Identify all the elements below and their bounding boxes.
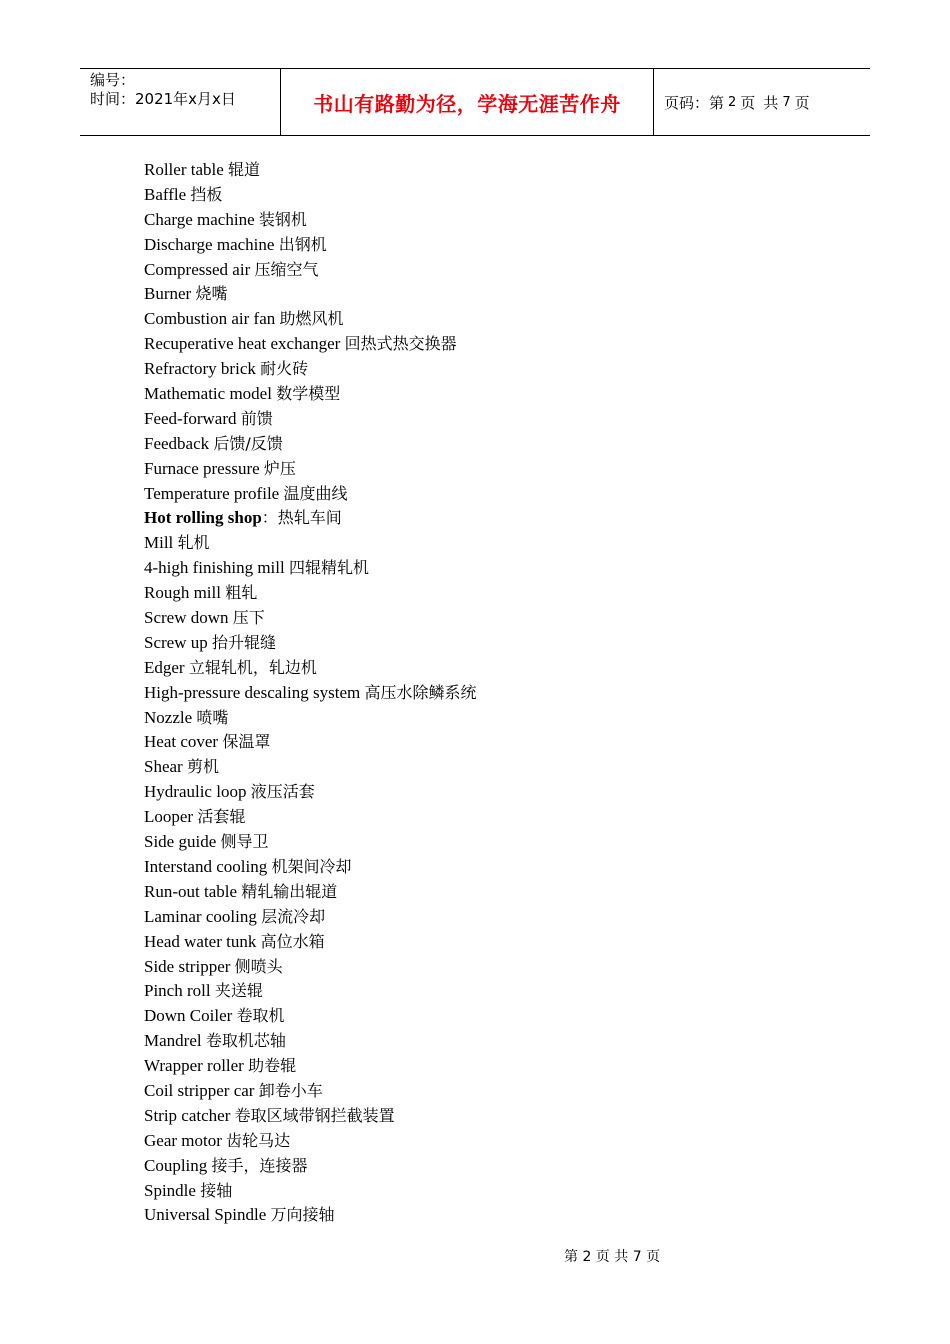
- term-english: Wrapper roller: [144, 1056, 244, 1076]
- term-english: Refractory brick: [144, 359, 256, 379]
- glossary-item: [144, 755, 477, 780]
- page-label: 页码：第: [664, 93, 725, 112]
- term-chinese: 高压水除鳞系统: [364, 682, 477, 702]
- term-english: Burner: [144, 284, 192, 304]
- glossary-item: [144, 805, 477, 830]
- term-chinese: 装钢机: [258, 209, 307, 229]
- term-english: Edger: [144, 657, 185, 677]
- term-english: Mandrel: [144, 1031, 202, 1051]
- glossary-item: [144, 407, 477, 432]
- glossary-item: [144, 432, 477, 457]
- term-chinese: 抬升辊缝: [211, 632, 276, 652]
- glossary-item: [144, 855, 477, 880]
- glossary-item: [144, 905, 477, 930]
- term-chinese: 层流冷却: [261, 906, 326, 926]
- glossary-item: [144, 357, 477, 382]
- term-chinese: 夹送辊: [214, 981, 263, 1001]
- glossary-item: [144, 233, 477, 258]
- term-english: Spindle: [144, 1180, 196, 1200]
- term-chinese: 机架间冷却: [271, 856, 352, 876]
- term-english: Hydraulic loop: [144, 782, 247, 802]
- term-chinese: 高位水箱: [260, 931, 325, 951]
- glossary-item: [144, 780, 477, 805]
- glossary-item: [144, 656, 477, 681]
- code-label: 编号：: [90, 71, 136, 89]
- term-english: Looper: [144, 807, 194, 827]
- term-english: Baffle: [144, 184, 187, 204]
- header-meta: [80, 69, 281, 135]
- term-chinese: 轧机: [177, 533, 210, 553]
- header-motto: [281, 69, 654, 135]
- term-chinese: 粗轧: [225, 583, 258, 603]
- glossary-item: [144, 1104, 477, 1129]
- term-english: Roller table: [144, 160, 224, 179]
- glossary-item: [144, 208, 477, 233]
- term-english: Side stripper: [144, 956, 231, 976]
- term-english: Nozzle: [144, 707, 193, 727]
- glossary-item: [144, 1004, 477, 1029]
- term-english: Interstand cooling: [144, 856, 268, 876]
- glossary-item: [144, 158, 477, 183]
- page-header: [80, 68, 870, 136]
- term-english: Rough mill: [144, 583, 221, 603]
- glossary-item: [144, 1054, 477, 1079]
- term-chinese: 后馈/反馈: [213, 433, 283, 453]
- glossary-item: [144, 1129, 477, 1154]
- term-english: Shear: [144, 757, 183, 777]
- motto-text: 书山有路勤为径，学海无涯苦作舟: [313, 91, 621, 116]
- term-chinese: 接手，连接器: [211, 1155, 308, 1175]
- term-chinese: 剪机: [186, 757, 219, 777]
- term-chinese: 接轴: [200, 1180, 233, 1200]
- term-chinese: 卷取区域带钢拦截装置: [234, 1105, 395, 1125]
- time-label: 时间：2021年x月x日: [90, 90, 236, 108]
- glossary-item: [144, 830, 477, 855]
- term-chinese: 保温罩: [222, 732, 271, 752]
- term-english: Head water tunk: [144, 931, 257, 951]
- glossary-item: [144, 979, 477, 1004]
- page-footer: 第 2 页 共 7 页: [564, 1249, 661, 1265]
- term-english: Strip catcher: [144, 1105, 231, 1125]
- term-chinese: 回热式热交换器: [344, 334, 457, 354]
- glossary-item: [144, 332, 477, 357]
- glossary-item: [144, 556, 477, 581]
- term-english: Furnace pressure: [144, 458, 260, 478]
- term-chinese: 四辊精轧机: [288, 558, 369, 578]
- total-number: 7: [782, 94, 791, 110]
- term-chinese: 压缩空气: [254, 259, 319, 279]
- term-english: Universal Spindle: [144, 1205, 267, 1225]
- glossary-item: [144, 1029, 477, 1054]
- glossary-item: [144, 730, 477, 755]
- glossary-item: [144, 307, 477, 332]
- glossary-item: [144, 581, 477, 606]
- glossary-item: [144, 955, 477, 980]
- term-chinese: 挡板: [190, 184, 223, 204]
- glossary-item: [144, 1079, 477, 1104]
- total-label: 共: [763, 93, 779, 112]
- term-chinese: 活套辊: [197, 807, 246, 827]
- term-english: Down Coiler: [144, 1006, 233, 1026]
- term-chinese: 温度曲线: [283, 483, 348, 503]
- glossary-item: [144, 506, 477, 531]
- header-page-info: [654, 69, 870, 135]
- term-chinese: 侧导卫: [220, 832, 269, 852]
- term-chinese: 齿轮马达: [226, 1130, 291, 1150]
- term-english: Mathematic model: [144, 384, 272, 404]
- glossary-item: [144, 382, 477, 407]
- term-english: Charge machine: [144, 209, 255, 229]
- term-english: Feed-forward: [144, 408, 237, 428]
- term-english: Temperature profile: [144, 483, 280, 503]
- glossary-item: [144, 606, 477, 631]
- term-english: Laminar cooling: [144, 906, 257, 926]
- term-chinese: ：热轧车间: [261, 508, 342, 528]
- term-english: Run-out table: [144, 881, 238, 901]
- term-english: 4-high finishing mill: [144, 558, 285, 578]
- term-english: Side guide: [144, 832, 217, 852]
- term-chinese: 出钢机: [278, 234, 327, 254]
- term-english: Combustion air fan: [144, 309, 276, 329]
- glossary-list: [144, 158, 477, 1228]
- glossary-item: [144, 258, 477, 283]
- glossary-item: [144, 531, 477, 556]
- term-chinese: 精轧输出辊道: [241, 881, 338, 901]
- glossary-item: [144, 1203, 477, 1228]
- term-english: Screw up: [144, 632, 208, 652]
- term-chinese: 前馈: [240, 408, 273, 428]
- term-chinese: 卷取机芯轴: [205, 1031, 286, 1051]
- term-english: High-pressure descaling system: [144, 682, 361, 702]
- term-english: Screw down: [144, 608, 229, 628]
- term-english: Hot rolling shop: [144, 508, 262, 528]
- glossary-item: [144, 457, 477, 482]
- glossary-item: [144, 681, 477, 706]
- term-chinese: 助燃风机: [279, 309, 344, 329]
- glossary-item: [144, 706, 477, 731]
- glossary-item: [144, 1179, 477, 1204]
- term-english: Pinch roll: [144, 981, 211, 1001]
- glossary-item: [144, 282, 477, 307]
- glossary-item: [144, 183, 477, 208]
- term-english: Coupling: [144, 1155, 208, 1175]
- term-chinese: 耐火砖: [260, 359, 309, 379]
- term-chinese: 卷取机: [236, 1006, 285, 1026]
- term-chinese: 侧喷头: [234, 956, 283, 976]
- term-english: Feedback: [144, 433, 210, 453]
- term-chinese: 卸卷小车: [258, 1080, 323, 1100]
- term-chinese: 数学模型: [276, 384, 341, 404]
- term-chinese: 炉压: [263, 458, 296, 478]
- term-chinese: 喷嘴: [196, 707, 229, 727]
- term-english: Mill: [144, 533, 174, 553]
- page-number: 2: [728, 94, 737, 110]
- term-chinese: 万向接轴: [270, 1205, 335, 1225]
- term-english: Coil stripper car: [144, 1080, 255, 1100]
- term-english: Discharge machine: [144, 234, 275, 254]
- term-english: Heat cover: [144, 732, 219, 752]
- term-chinese: 辊道: [228, 160, 261, 179]
- term-english: Compressed air: [144, 259, 251, 279]
- glossary-item: [144, 880, 477, 905]
- term-english: Recuperative heat exchanger: [144, 334, 341, 354]
- total-unit: 页: [794, 93, 810, 112]
- term-chinese: 助卷辊: [248, 1056, 297, 1076]
- glossary-item: [144, 1154, 477, 1179]
- term-english: Gear motor: [144, 1130, 222, 1150]
- term-chinese: 烧嘴: [195, 284, 228, 304]
- term-chinese: 液压活套: [250, 782, 315, 802]
- term-chinese: 压下: [232, 608, 265, 628]
- term-chinese: 立辊轧机，轧边机: [188, 657, 317, 677]
- glossary-item: [144, 482, 477, 507]
- glossary-item: [144, 930, 477, 955]
- page-unit: 页: [740, 93, 756, 112]
- glossary-item: [144, 631, 477, 656]
